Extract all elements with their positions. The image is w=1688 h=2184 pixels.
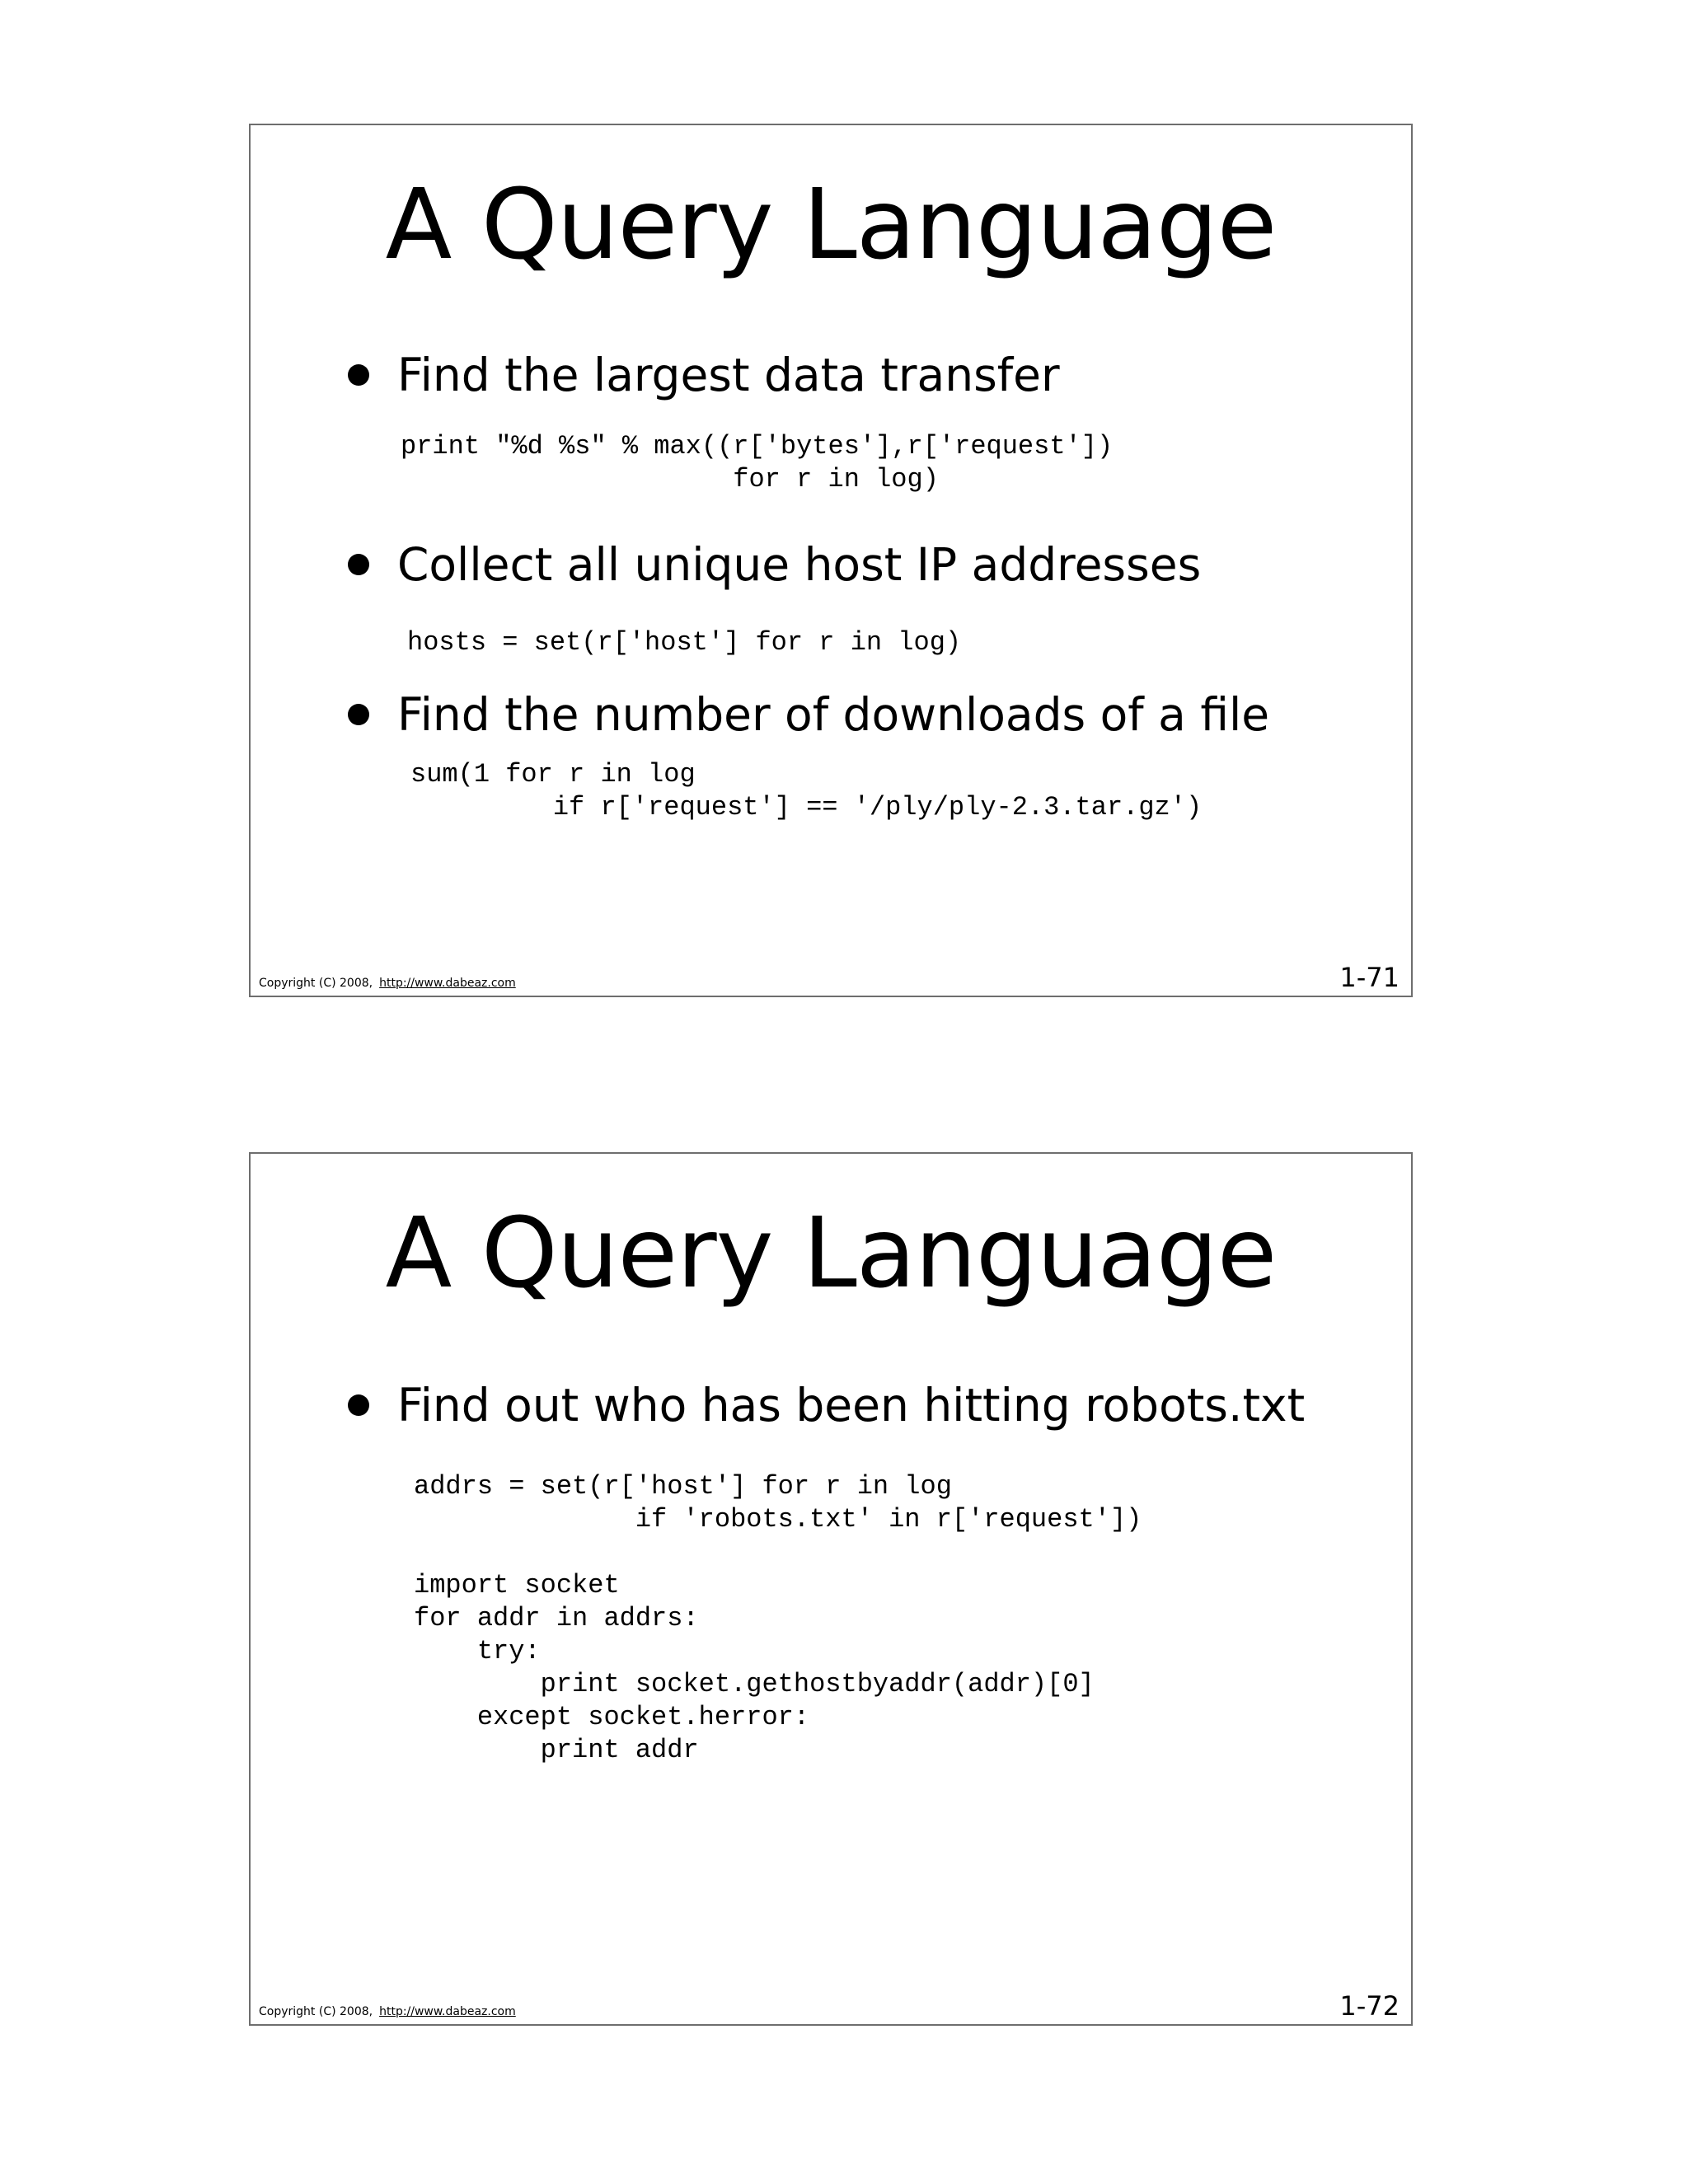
code-block — [401, 430, 1113, 496]
code-line: except socket.herror: — [414, 1702, 810, 1732]
bullet-text: Collect all unique host IP addresses — [397, 538, 1202, 591]
code-line: if 'robots.txt' in r['request']) — [414, 1504, 1142, 1535]
code-block — [410, 758, 1202, 824]
code-line: for addr in addrs: — [414, 1603, 699, 1633]
code-line: import socket — [414, 1570, 620, 1601]
code-line: print socket.gethostbyaddr(addr)[0] — [414, 1669, 1095, 1699]
code-block — [414, 1470, 1142, 1767]
slide — [249, 124, 1413, 997]
code-line: print addr — [414, 1735, 699, 1765]
bullet-text: Find the number of downloads of a file — [397, 688, 1270, 741]
bullet-item — [348, 686, 1269, 743]
copyright-text: Copyright (C) 2008, — [259, 2005, 373, 2018]
bullet-text: Find the largest data transfer — [397, 349, 1060, 401]
slide-title: A Query Language — [385, 1196, 1277, 1310]
code-line: print "%d %s" % max((r['bytes'],r['request']) — [401, 431, 1114, 462]
code-line — [414, 1536, 1142, 1569]
slide-title: A Query Language — [385, 167, 1277, 281]
copyright-text: Copyright (C) 2008, — [259, 977, 373, 990]
slide-number: 1-71 — [1339, 962, 1400, 993]
code-line: hosts = set(r['host'] for r in log) — [407, 627, 962, 658]
code-block — [407, 626, 961, 659]
code-line: for r in log) — [401, 464, 939, 494]
code-line: addrs = set(r['host'] for r in log — [414, 1471, 952, 1502]
copyright-link[interactable]: http://www.dabeaz.com — [379, 977, 516, 990]
bullet-item — [348, 536, 1201, 593]
bullet-icon — [348, 1394, 369, 1416]
bullet-icon — [348, 704, 369, 725]
bullet-item — [348, 1376, 1305, 1434]
bullet-icon — [348, 364, 369, 386]
slide — [249, 1152, 1413, 2026]
copyright-notice — [259, 2004, 516, 2019]
bullet-item — [348, 346, 1060, 404]
copyright-notice — [259, 976, 516, 991]
slide-number: 1-72 — [1339, 1990, 1400, 2022]
bullet-icon — [348, 554, 369, 575]
code-line: if r['request'] == '/ply/ply-2.3.tar.gz') — [410, 792, 1203, 823]
code-line: try: — [414, 1636, 541, 1666]
bullet-text: Find out who has been hitting robots.txt — [397, 1379, 1306, 1432]
copyright-link[interactable]: http://www.dabeaz.com — [379, 2005, 516, 2018]
code-line: sum(1 for r in log — [410, 759, 696, 790]
